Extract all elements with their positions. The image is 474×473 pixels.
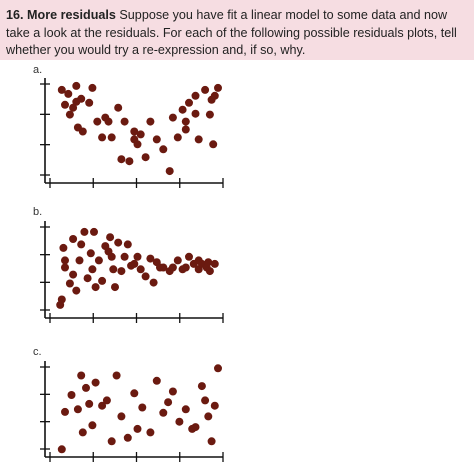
data-point-b: [114, 239, 122, 247]
data-point-c: [146, 428, 154, 436]
data-point-a: [166, 167, 174, 175]
data-point-c: [117, 412, 125, 420]
data-point-b: [108, 253, 116, 261]
data-point-a: [61, 101, 69, 109]
data-point-c: [204, 412, 212, 420]
data-point-b: [150, 279, 158, 287]
data-point-a: [159, 145, 167, 153]
data-point-a: [211, 92, 219, 100]
data-point-c: [77, 372, 85, 380]
data-point-c: [124, 434, 132, 442]
data-point-a: [121, 118, 129, 126]
data-point-b: [95, 256, 103, 264]
data-point-b: [72, 287, 80, 295]
data-point-b: [87, 249, 95, 257]
data-point-a: [137, 130, 145, 138]
data-point-c: [201, 396, 209, 404]
data-point-a: [64, 90, 72, 98]
data-point-b: [92, 283, 100, 291]
data-point-a: [174, 133, 182, 141]
residual-plot-c: [0, 358, 474, 470]
data-point-c: [108, 437, 116, 445]
data-point-b: [130, 260, 138, 268]
data-point-c: [159, 409, 167, 417]
data-point-c: [134, 425, 142, 433]
data-point-a: [142, 153, 150, 161]
data-point-a: [182, 118, 190, 126]
data-point-b: [84, 274, 92, 282]
data-point-a: [146, 118, 154, 126]
data-point-b: [106, 233, 114, 241]
data-point-a: [79, 128, 87, 136]
data-point-b: [61, 256, 69, 264]
data-point-b: [117, 267, 125, 275]
data-point-c: [82, 384, 90, 392]
residual-plot-b: [0, 218, 474, 330]
data-point-a: [134, 140, 142, 148]
data-point-c: [192, 423, 200, 431]
plot-c-label: c.: [33, 346, 42, 358]
data-point-b: [124, 240, 132, 248]
data-point-b: [174, 256, 182, 264]
data-point-c: [58, 445, 66, 453]
question-text: [0, 0, 474, 60]
data-point-a: [214, 84, 222, 92]
data-point-b: [77, 240, 85, 248]
data-point-b: [109, 265, 117, 273]
data-point-a: [182, 126, 190, 134]
data-point-c: [103, 396, 111, 404]
data-point-c: [92, 379, 100, 387]
data-point-b: [69, 271, 77, 279]
data-point-c: [175, 418, 183, 426]
data-point-b: [90, 228, 98, 236]
data-point-c: [88, 421, 96, 429]
data-point-b: [80, 228, 88, 236]
data-point-a: [108, 133, 116, 141]
data-point-a: [85, 99, 93, 107]
question-box: [0, 0, 474, 60]
data-point-a: [169, 114, 177, 122]
data-point-b: [98, 277, 106, 285]
data-point-b: [111, 283, 119, 291]
question-title: 16. More residuals: [6, 8, 116, 22]
data-point-a: [192, 110, 200, 118]
data-point-a: [201, 86, 209, 94]
question-body: Suppose you have fit a linear model to some data and now take a look at the residuals. For each of the following possible residuals plots, tell whether you would try a re-expression and, if so, why.: [6, 8, 457, 58]
data-point-b: [169, 264, 177, 272]
data-point-c: [85, 400, 93, 408]
data-point-a: [88, 84, 96, 92]
data-point-c: [138, 404, 146, 412]
data-point-a: [185, 99, 193, 107]
plot-a-label: a.: [33, 64, 43, 76]
data-point-a: [192, 92, 200, 100]
plot-b-label: b.: [33, 206, 43, 218]
data-point-a: [153, 135, 161, 143]
data-point-a: [117, 155, 125, 163]
data-point-b: [88, 265, 96, 273]
data-point-a: [77, 95, 85, 103]
data-point-a: [125, 157, 133, 165]
data-point-b: [137, 265, 145, 273]
data-point-c: [169, 388, 177, 396]
data-point-a: [195, 135, 203, 143]
data-point-a: [179, 106, 187, 114]
data-point-a: [98, 133, 106, 141]
data-point-b: [185, 253, 193, 261]
data-point-c: [79, 428, 87, 436]
data-point-b: [66, 280, 74, 288]
residual-plot-a: [0, 75, 474, 190]
data-point-b: [121, 253, 129, 261]
data-point-b: [211, 260, 219, 268]
data-point-b: [76, 256, 84, 264]
data-point-b: [69, 235, 77, 243]
data-point-a: [105, 118, 113, 126]
data-point-b: [142, 272, 150, 280]
data-point-a: [93, 118, 101, 126]
data-point-a: [206, 111, 214, 119]
data-point-c: [208, 437, 216, 445]
data-point-a: [66, 111, 74, 119]
data-point-c: [153, 377, 161, 385]
data-point-c: [182, 405, 190, 413]
data-point-c: [74, 405, 82, 413]
data-point-b: [58, 296, 66, 304]
data-point-a: [114, 104, 122, 112]
data-point-c: [68, 391, 76, 399]
data-point-a: [209, 140, 217, 148]
data-point-c: [211, 402, 219, 410]
data-point-b: [61, 264, 69, 272]
data-point-b: [134, 253, 142, 261]
data-point-c: [130, 389, 138, 397]
data-point-c: [61, 408, 69, 416]
data-point-c: [198, 382, 206, 390]
data-point-b: [206, 267, 214, 275]
data-point-b: [59, 244, 67, 252]
data-point-c: [113, 372, 121, 380]
data-point-b: [182, 264, 190, 272]
data-point-c: [214, 364, 222, 372]
data-point-a: [72, 82, 80, 90]
data-point-c: [164, 398, 172, 406]
